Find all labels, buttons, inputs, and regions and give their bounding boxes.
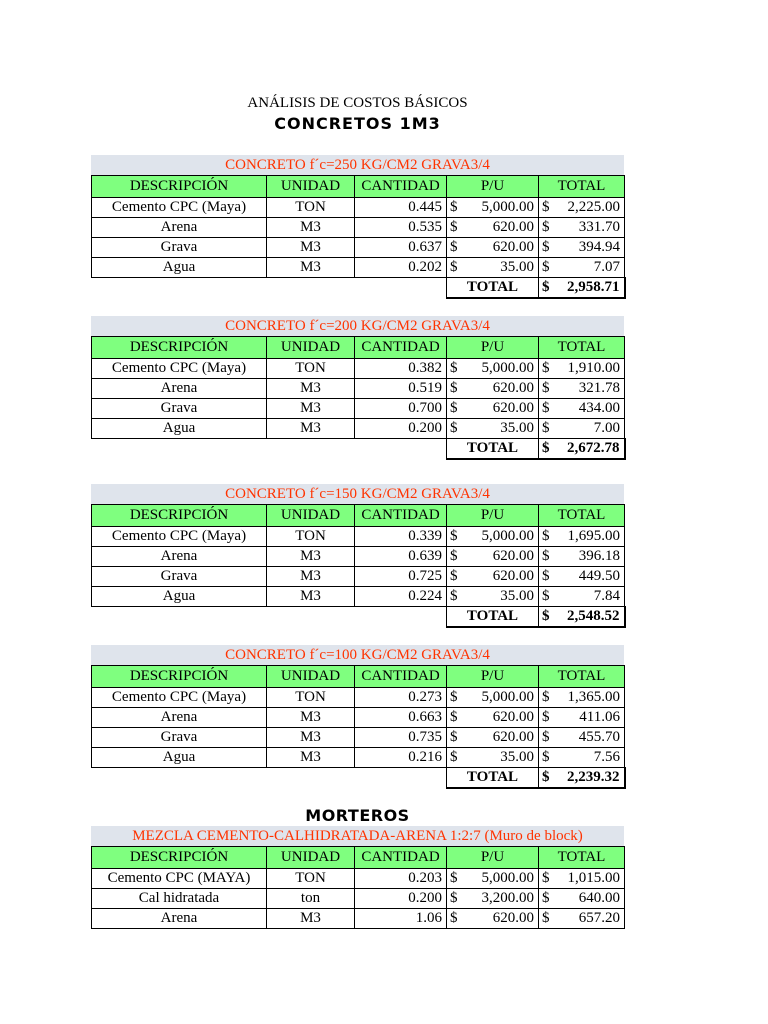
cell-total: 331.70 [553, 218, 625, 238]
cell-unit-price: 3,200.00 [461, 889, 539, 909]
cell-quantity: 0.639 [355, 547, 447, 567]
table-title: CONCRETO f´c=100 KG/CM2 GRAVA3/4 [91, 645, 624, 665]
cell-quantity: 0.339 [355, 527, 447, 547]
table-row [92, 587, 625, 607]
table-header-row [92, 337, 625, 359]
header-descripcion: DESCRIPCIÓN [92, 505, 267, 527]
header-pu: P/U [447, 847, 539, 869]
cell-description: Agua [92, 419, 267, 439]
table-total-row [92, 768, 625, 789]
cost-table-block [91, 316, 624, 460]
total-currency: $ [539, 439, 553, 460]
cell-total-currency: $ [539, 419, 553, 439]
cell-unit: M3 [267, 238, 355, 258]
cell-unit: TON [267, 359, 355, 379]
header-unidad: UNIDAD [267, 337, 355, 359]
cell-description: Grava [92, 728, 267, 748]
cell-pu-currency: $ [447, 419, 461, 439]
cell-quantity: 0.519 [355, 379, 447, 399]
table-row [92, 218, 625, 238]
cost-table-block [91, 484, 624, 628]
cell-description: Cal hidratada [92, 889, 267, 909]
table-row [92, 688, 625, 708]
cell-total: 434.00 [553, 399, 625, 419]
total-label: TOTAL [447, 439, 539, 460]
cost-table [91, 175, 626, 299]
grand-total-value: 2,239.32 [553, 768, 625, 789]
cell-pu-currency: $ [447, 728, 461, 748]
table-header-row [92, 666, 625, 688]
table-row [92, 909, 625, 929]
cell-unit: M3 [267, 258, 355, 278]
cell-quantity: 0.202 [355, 258, 447, 278]
cell-quantity: 0.382 [355, 359, 447, 379]
cell-unit-price: 620.00 [461, 379, 539, 399]
grand-total-value: 2,672.78 [553, 439, 625, 460]
cell-total-currency: $ [539, 198, 553, 218]
cell-total-currency: $ [539, 748, 553, 768]
cell-unit: TON [267, 869, 355, 889]
header-unidad: UNIDAD [267, 847, 355, 869]
table-row [92, 728, 625, 748]
cell-unit: M3 [267, 909, 355, 929]
table-row [92, 359, 625, 379]
cell-unit-price: 35.00 [461, 587, 539, 607]
cost-table [91, 336, 626, 460]
cell-unit: M3 [267, 218, 355, 238]
cell-total: 2,225.00 [553, 198, 625, 218]
cell-unit-price: 620.00 [461, 238, 539, 258]
cell-pu-currency: $ [447, 218, 461, 238]
cell-total: 7.56 [553, 748, 625, 768]
cost-table [91, 846, 625, 929]
cell-description: Arena [92, 909, 267, 929]
cell-total-currency: $ [539, 728, 553, 748]
header-pu: P/U [447, 176, 539, 198]
cell-unit-price: 620.00 [461, 728, 539, 748]
cell-unit-price: 5,000.00 [461, 527, 539, 547]
table-total-row [92, 607, 625, 628]
table-header-row [92, 176, 625, 198]
header-descripcion: DESCRIPCIÓN [92, 666, 267, 688]
cell-total: 411.06 [553, 708, 625, 728]
cell-unit-price: 35.00 [461, 748, 539, 768]
header-cantidad: CANTIDAD [355, 847, 447, 869]
total-spacer [92, 768, 447, 789]
cell-total: 640.00 [553, 889, 625, 909]
cost-table [91, 665, 626, 789]
header-total: TOTAL [539, 847, 625, 869]
cell-total: 396.18 [553, 547, 625, 567]
cell-description: Arena [92, 218, 267, 238]
header-unidad: UNIDAD [267, 176, 355, 198]
cell-quantity: 0.200 [355, 419, 447, 439]
cell-unit-price: 35.00 [461, 258, 539, 278]
header-unidad: UNIDAD [267, 505, 355, 527]
cell-pu-currency: $ [447, 889, 461, 909]
table-title: MEZCLA CEMENTO-CALHIDRATADA-ARENA 1:2:7 (Muro de block) [91, 826, 624, 846]
cell-total-currency: $ [539, 359, 553, 379]
header-pu: P/U [447, 337, 539, 359]
cell-total-currency: $ [539, 379, 553, 399]
cell-unit: TON [267, 198, 355, 218]
table-row [92, 399, 625, 419]
table-row [92, 547, 625, 567]
cell-quantity: 0.216 [355, 748, 447, 768]
cell-unit: TON [267, 688, 355, 708]
cell-description: Grava [92, 399, 267, 419]
table-row [92, 198, 625, 218]
cell-total-currency: $ [539, 909, 553, 929]
cell-total: 7.84 [553, 587, 625, 607]
total-spacer [92, 278, 447, 299]
cell-description: Cemento CPC (Maya) [92, 688, 267, 708]
cell-quantity: 0.273 [355, 688, 447, 708]
cell-quantity: 0.224 [355, 587, 447, 607]
cell-total-currency: $ [539, 889, 553, 909]
table-row [92, 258, 625, 278]
cell-total: 657.20 [553, 909, 625, 929]
cell-quantity: 0.637 [355, 238, 447, 258]
cell-total: 7.07 [553, 258, 625, 278]
cell-unit-price: 620.00 [461, 909, 539, 929]
table-row [92, 869, 625, 889]
cell-pu-currency: $ [447, 688, 461, 708]
table-row [92, 379, 625, 399]
cell-unit: M3 [267, 748, 355, 768]
cell-quantity: 0.700 [355, 399, 447, 419]
total-spacer [92, 439, 447, 460]
cell-description: Agua [92, 258, 267, 278]
cell-quantity: 0.203 [355, 869, 447, 889]
cell-unit-price: 620.00 [461, 399, 539, 419]
cell-total: 1,365.00 [553, 688, 625, 708]
cell-pu-currency: $ [447, 547, 461, 567]
total-label: TOTAL [447, 768, 539, 789]
header-pu: P/U [447, 666, 539, 688]
cell-total-currency: $ [539, 547, 553, 567]
table-row [92, 708, 625, 728]
grand-total-value: 2,958.71 [553, 278, 625, 299]
table-total-row [92, 439, 625, 460]
cell-unit: M3 [267, 567, 355, 587]
cell-pu-currency: $ [447, 708, 461, 728]
cell-total-currency: $ [539, 258, 553, 278]
cell-description: Arena [92, 547, 267, 567]
total-spacer [92, 607, 447, 628]
header-total: TOTAL [539, 337, 625, 359]
cell-total-currency: $ [539, 708, 553, 728]
cell-quantity: 0.445 [355, 198, 447, 218]
header-total: TOTAL [539, 505, 625, 527]
cell-unit: M3 [267, 419, 355, 439]
cell-unit-price: 5,000.00 [461, 359, 539, 379]
cell-total: 1,910.00 [553, 359, 625, 379]
cell-pu-currency: $ [447, 359, 461, 379]
cost-table [91, 504, 626, 628]
cell-quantity: 0.725 [355, 567, 447, 587]
cell-quantity: 1.06 [355, 909, 447, 929]
cell-description: Agua [92, 587, 267, 607]
cell-total-currency: $ [539, 399, 553, 419]
cell-unit-price: 620.00 [461, 218, 539, 238]
cell-pu-currency: $ [447, 587, 461, 607]
total-label: TOTAL [447, 607, 539, 628]
cell-quantity: 0.535 [355, 218, 447, 238]
cell-description: Cemento CPC (Maya) [92, 198, 267, 218]
header-total: TOTAL [539, 666, 625, 688]
cell-description: Cemento CPC (Maya) [92, 527, 267, 547]
cell-unit-price: 5,000.00 [461, 688, 539, 708]
cell-unit: ton [267, 889, 355, 909]
cell-description: Grava [92, 567, 267, 587]
section-title-concretos: CONCRETOS 1M3 [274, 114, 441, 133]
cell-unit-price: 35.00 [461, 419, 539, 439]
cell-pu-currency: $ [447, 527, 461, 547]
cell-total: 449.50 [553, 567, 625, 587]
cell-description: Grava [92, 238, 267, 258]
cell-unit: M3 [267, 587, 355, 607]
total-currency: $ [539, 768, 553, 789]
cell-quantity: 0.663 [355, 708, 447, 728]
header-descripcion: DESCRIPCIÓN [92, 337, 267, 359]
table-title: CONCRETO f´c=200 KG/CM2 GRAVA3/4 [91, 316, 624, 336]
cell-unit-price: 620.00 [461, 567, 539, 587]
header-cantidad: CANTIDAD [355, 176, 447, 198]
cell-total-currency: $ [539, 567, 553, 587]
cell-total: 1,695.00 [553, 527, 625, 547]
cell-unit: TON [267, 527, 355, 547]
cell-pu-currency: $ [447, 909, 461, 929]
header-cantidad: CANTIDAD [355, 505, 447, 527]
header-cantidad: CANTIDAD [355, 666, 447, 688]
table-header-row [92, 505, 625, 527]
cell-unit: M3 [267, 399, 355, 419]
header-cantidad: CANTIDAD [355, 337, 447, 359]
cell-unit-price: 620.00 [461, 547, 539, 567]
cell-unit: M3 [267, 379, 355, 399]
cell-quantity: 0.735 [355, 728, 447, 748]
table-row [92, 889, 625, 909]
cost-table-block [91, 645, 624, 789]
cell-unit: M3 [267, 547, 355, 567]
cell-pu-currency: $ [447, 238, 461, 258]
cell-total: 1,015.00 [553, 869, 625, 889]
cell-total-currency: $ [539, 527, 553, 547]
header-total: TOTAL [539, 176, 625, 198]
table-row [92, 238, 625, 258]
cell-unit: M3 [267, 728, 355, 748]
cell-total: 394.94 [553, 238, 625, 258]
table-header-row [92, 847, 625, 869]
document-title: ANÁLISIS DE COSTOS BÁSICOS [247, 95, 468, 111]
cell-pu-currency: $ [447, 748, 461, 768]
table-title: CONCRETO f´c=250 KG/CM2 GRAVA3/4 [91, 155, 624, 175]
cell-quantity: 0.200 [355, 889, 447, 909]
cell-pu-currency: $ [447, 869, 461, 889]
cell-description: Agua [92, 748, 267, 768]
cell-total: 455.70 [553, 728, 625, 748]
cell-unit-price: 620.00 [461, 708, 539, 728]
total-currency: $ [539, 278, 553, 299]
cell-total-currency: $ [539, 688, 553, 708]
table-total-row [92, 278, 625, 299]
table-title: CONCRETO f´c=150 KG/CM2 GRAVA3/4 [91, 484, 624, 504]
table-row [92, 419, 625, 439]
table-row [92, 527, 625, 547]
cell-pu-currency: $ [447, 379, 461, 399]
cell-pu-currency: $ [447, 399, 461, 419]
cost-table-block [91, 155, 624, 299]
cell-description: Cemento CPC (Maya) [92, 359, 267, 379]
cell-total: 321.78 [553, 379, 625, 399]
cell-total-currency: $ [539, 218, 553, 238]
cell-description: Cemento CPC (MAYA) [92, 869, 267, 889]
table-row [92, 748, 625, 768]
header-unidad: UNIDAD [267, 666, 355, 688]
cost-table-block [91, 826, 624, 929]
cell-pu-currency: $ [447, 567, 461, 587]
cell-pu-currency: $ [447, 258, 461, 278]
section-title-morteros: MORTEROS [305, 806, 410, 825]
cell-total-currency: $ [539, 587, 553, 607]
cell-description: Arena [92, 708, 267, 728]
cell-unit-price: 5,000.00 [461, 869, 539, 889]
grand-total-value: 2,548.52 [553, 607, 625, 628]
cell-total-currency: $ [539, 869, 553, 889]
header-descripcion: DESCRIPCIÓN [92, 847, 267, 869]
cell-total: 7.00 [553, 419, 625, 439]
cell-total-currency: $ [539, 238, 553, 258]
cell-unit-price: 5,000.00 [461, 198, 539, 218]
cell-description: Arena [92, 379, 267, 399]
total-label: TOTAL [447, 278, 539, 299]
table-row [92, 567, 625, 587]
header-descripcion: DESCRIPCIÓN [92, 176, 267, 198]
header-pu: P/U [447, 505, 539, 527]
total-currency: $ [539, 607, 553, 628]
cell-pu-currency: $ [447, 198, 461, 218]
cell-unit: M3 [267, 708, 355, 728]
